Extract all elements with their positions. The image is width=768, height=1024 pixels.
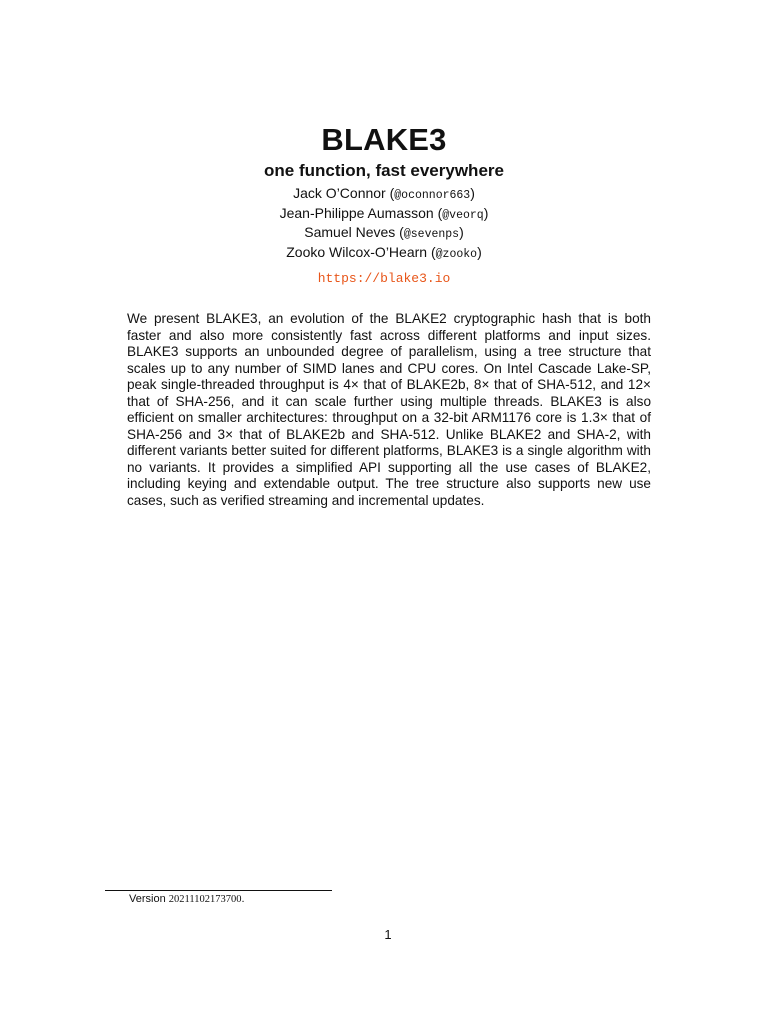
author-line: Jean-Philippe Aumasson (@veorq) bbox=[279, 204, 489, 222]
page-number: 1 bbox=[384, 927, 392, 942]
footnote-label: Version bbox=[129, 893, 166, 905]
author-name: Samuel Neves bbox=[304, 224, 396, 240]
version-footnote bbox=[129, 892, 245, 907]
footnote-suffix: . bbox=[241, 893, 245, 905]
paper-title: BLAKE3 bbox=[321, 122, 447, 157]
version-number: 20211102173700 bbox=[168, 894, 242, 905]
paper-subtitle: one function, fast everywhere bbox=[264, 161, 504, 180]
title-block bbox=[0, 120, 768, 288]
author-name: Zooko Wilcox-O’Hearn bbox=[286, 243, 428, 260]
footnote-divider bbox=[105, 890, 332, 891]
author-handle: @oconnor663 bbox=[394, 189, 471, 202]
author-line: Zooko Wilcox-O’Hearn (@zooko) bbox=[286, 243, 482, 261]
author-line: Samuel Neves (@sevenps) bbox=[304, 224, 464, 241]
author-handle: @sevenps bbox=[403, 228, 460, 241]
author-name: Jean-Philippe Aumasson bbox=[279, 204, 434, 221]
author-name: Jack O’Connor bbox=[293, 185, 386, 201]
author-handle: @zooko bbox=[435, 247, 478, 261]
project-url-link[interactable]: https://blake3.io bbox=[317, 271, 451, 286]
abstract-text: We present BLAKE3, an evolution of the BLAKE2 cryptographic hash that is both faster and also more consistently fast across different platforms and input sizes. BLAKE3 supports an unbounded degree of parallelism, using a tree structure that scales up to any number of SIMD lanes and CPU cores. On Intel Cascade Lake-SP, peak single-threaded throughput is 4× that of BLAKE2b, 8× that of SHA-512, and 12× that of SHA-256, and it can scale further using multiple threads. BLAKE3 is also efficient on smaller architectures: throughput on a 32-bit ARM1176 core is 1.3× that of SHA-256 and 3× that of BLAKE2b and SHA-512. Unlike BLAKE2 and SHA-2, with different variants better suited for different platforms, BLAKE3 is a single algorithm with no variants. It provides a simplified API supporting all the use cases of BLAKE2, including keying and extendable output. The tree structure also supports new use cases, such as verified streaming and incremental updates. bbox=[127, 311, 651, 508]
author-handle: @veorq bbox=[442, 208, 484, 222]
author-line: Jack O’Connor (@oconnor663) bbox=[293, 185, 475, 202]
